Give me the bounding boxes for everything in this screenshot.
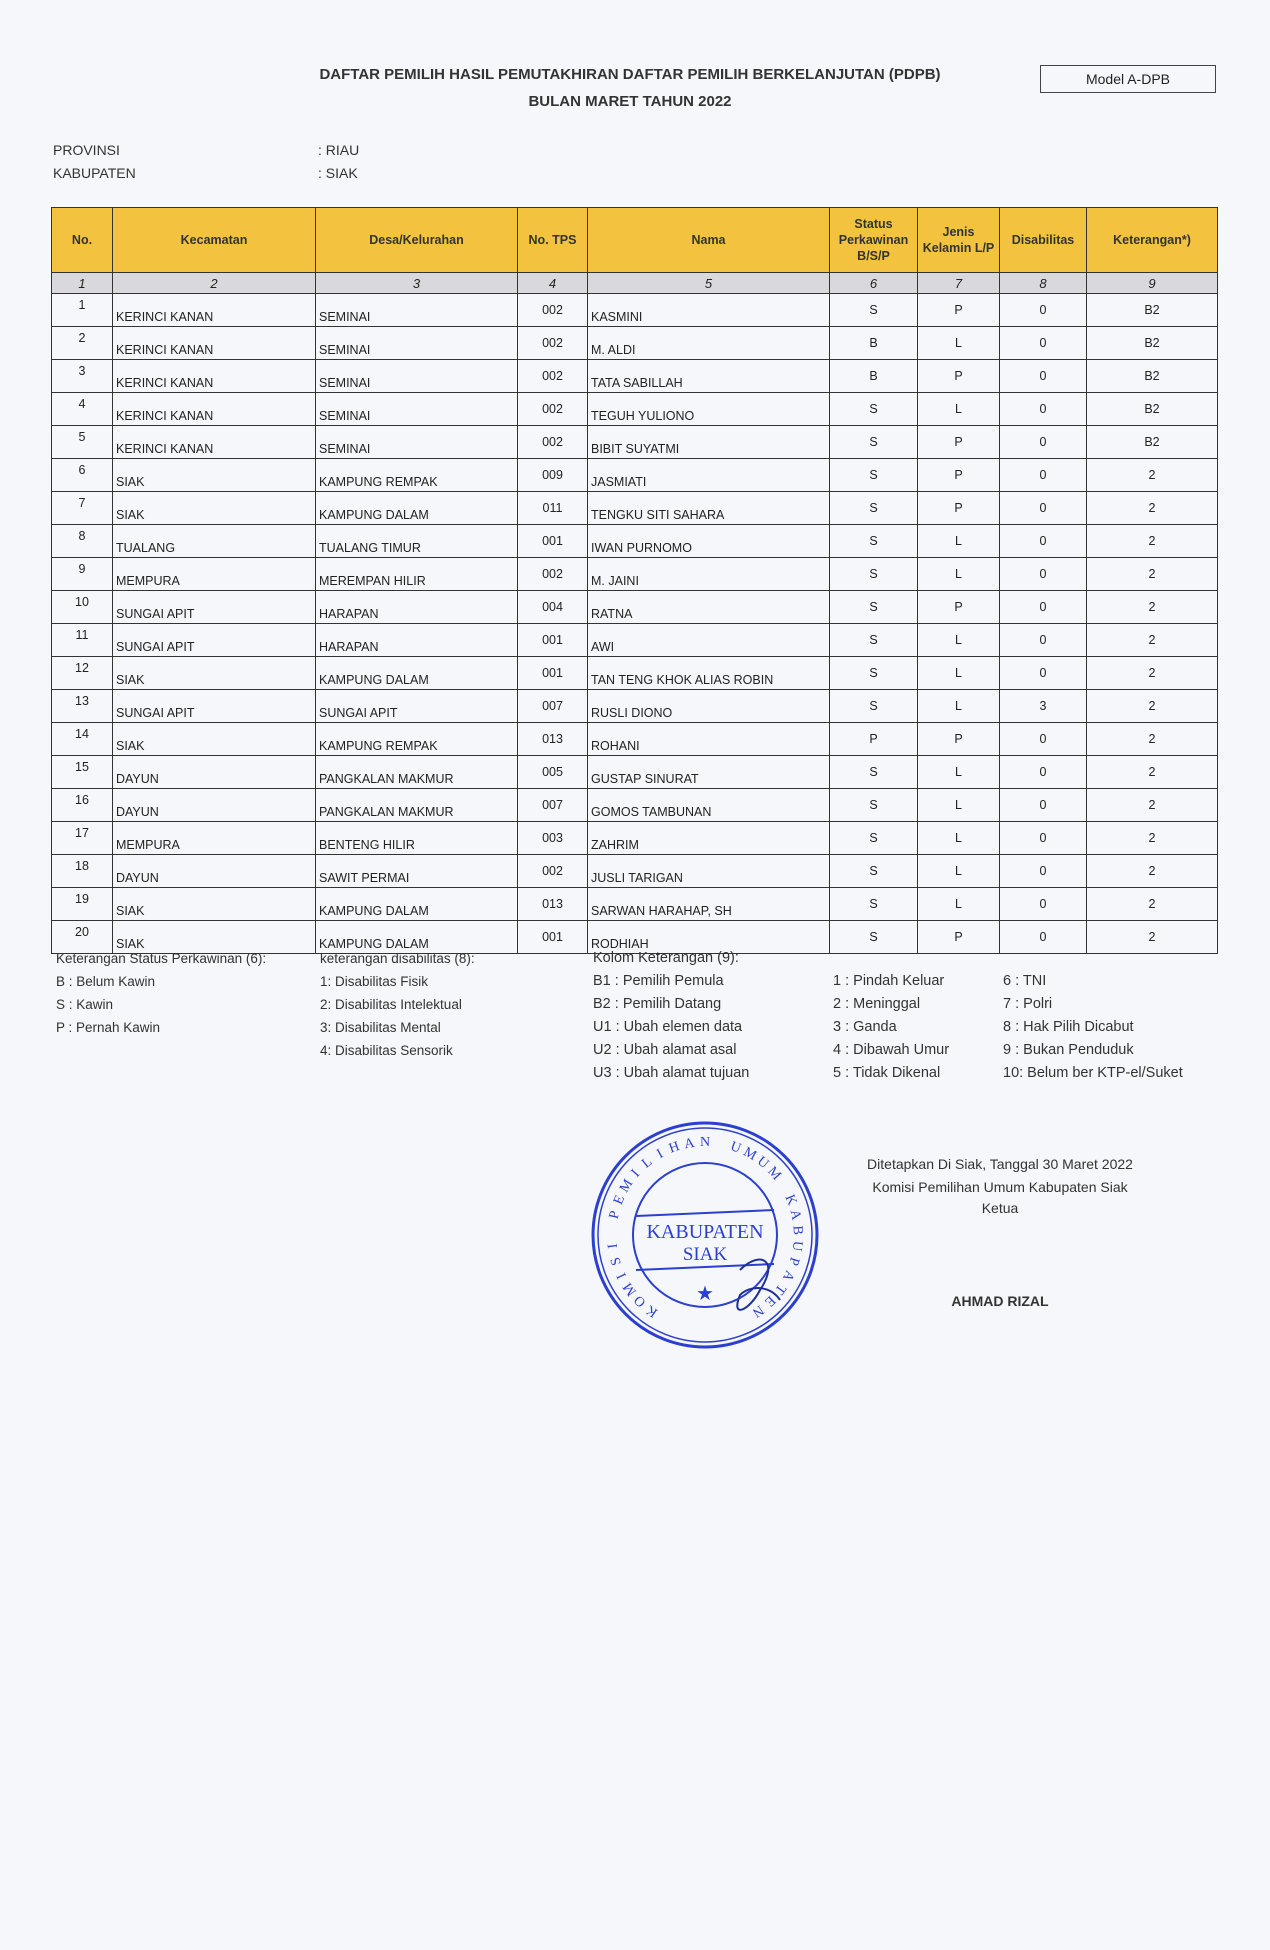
cell-status-perkawinan: B <box>830 360 918 393</box>
legend-keterangan-numbers-1 <box>833 970 949 1085</box>
cell-status-perkawinan: S <box>830 492 918 525</box>
column-header: No. <box>52 208 113 273</box>
cell-jenis-kelamin: P <box>918 294 1000 327</box>
cell-disabilitas: 0 <box>1000 360 1087 393</box>
cell-kecamatan: MEMPURA <box>113 822 316 855</box>
table-row <box>52 426 1218 459</box>
column-index: 4 <box>518 273 588 294</box>
cell-desa-kelurahan: PANGKALAN MAKMUR <box>316 756 518 789</box>
cell-no-tps: 002 <box>518 393 588 426</box>
table-row <box>52 525 1218 558</box>
stamp-ring-letter: K <box>643 1301 661 1320</box>
column-header: Disabilitas <box>1000 208 1087 273</box>
cell-disabilitas: 0 <box>1000 492 1087 525</box>
cell-nama: AWI <box>588 624 830 657</box>
cell-kecamatan: DAYUN <box>113 756 316 789</box>
cell-row-number: 5 <box>52 426 113 459</box>
legend-item: Kolom Keterangan (9): <box>593 950 739 966</box>
cell-desa-kelurahan: KAMPUNG REMPAK <box>316 459 518 492</box>
cell-kecamatan: KERINCI KANAN <box>113 294 316 327</box>
cell-desa-kelurahan: MEREMPAN HILIR <box>316 558 518 591</box>
cell-jenis-kelamin: L <box>918 393 1000 426</box>
cell-desa-kelurahan: KAMPUNG REMPAK <box>316 723 518 756</box>
cell-disabilitas: 0 <box>1000 294 1087 327</box>
column-header: Keterangan*) <box>1087 208 1218 273</box>
cell-keterangan: 2 <box>1087 690 1218 723</box>
cell-disabilitas: 0 <box>1000 624 1087 657</box>
cell-keterangan: 2 <box>1087 888 1218 921</box>
cell-disabilitas: 0 <box>1000 822 1087 855</box>
cell-keterangan: 2 <box>1087 789 1218 822</box>
stamp-ring-letter: A <box>786 1208 804 1222</box>
cell-desa-kelurahan: TUALANG TIMUR <box>316 525 518 558</box>
cell-nama: TAN TENG KHOK ALIAS ROBIN <box>588 657 830 690</box>
cell-disabilitas: 0 <box>1000 756 1087 789</box>
cell-nama: JUSLI TARIGAN <box>588 855 830 888</box>
provinsi-label: PROVINSI <box>53 142 120 158</box>
legend-keterangan-numbers-2 <box>1003 970 1183 1085</box>
cell-status-perkawinan: S <box>830 789 918 822</box>
cell-keterangan: 2 <box>1087 921 1218 954</box>
cell-status-perkawinan: S <box>830 690 918 723</box>
cell-jenis-kelamin: L <box>918 855 1000 888</box>
legend-item: 3 : Ganda <box>833 1019 897 1035</box>
cell-jenis-kelamin: P <box>918 921 1000 954</box>
cell-row-number: 19 <box>52 888 113 921</box>
cell-jenis-kelamin: L <box>918 756 1000 789</box>
signature-position: Ketua <box>981 1200 1019 1216</box>
cell-row-number: 20 <box>52 921 113 954</box>
legend-item: P : Pernah Kawin <box>56 1020 161 1035</box>
cell-keterangan: 2 <box>1087 591 1218 624</box>
cell-row-number: 13 <box>52 690 113 723</box>
cell-keterangan: 2 <box>1087 558 1218 591</box>
cell-kecamatan: SIAK <box>113 657 316 690</box>
legend-item: U2 : Ubah alamat asal <box>593 1042 737 1058</box>
cell-row-number: 8 <box>52 525 113 558</box>
table-row <box>52 789 1218 822</box>
cell-disabilitas: 0 <box>1000 591 1087 624</box>
cell-no-tps: 007 <box>518 789 588 822</box>
cell-nama: RATNA <box>588 591 830 624</box>
stamp-ring-letter: E <box>761 1292 779 1310</box>
cell-desa-kelurahan: KAMPUNG DALAM <box>316 657 518 690</box>
legend-item: 1: Disabilitas Fisik <box>320 974 429 989</box>
legend-item: Keterangan Status Perkawinan (6): <box>56 951 267 966</box>
legend-item: 9 : Bukan Penduduk <box>1003 1042 1134 1058</box>
cell-row-number: 18 <box>52 855 113 888</box>
cell-row-number: 11 <box>52 624 113 657</box>
stamp-ring-letter: N <box>699 1135 711 1151</box>
stamp-ring-letter: E <box>611 1193 629 1207</box>
cell-nama: M. JAINI <box>588 558 830 591</box>
cell-no-tps: 005 <box>518 756 588 789</box>
cell-keterangan: 2 <box>1087 624 1218 657</box>
cell-status-perkawinan: S <box>830 558 918 591</box>
column-header: Jenis Kelamin L/P <box>918 208 1000 273</box>
cell-row-number: 14 <box>52 723 113 756</box>
cell-desa-kelurahan: SEMINAI <box>316 327 518 360</box>
table-row <box>52 294 1218 327</box>
cell-jenis-kelamin: P <box>918 360 1000 393</box>
cell-desa-kelurahan: SUNGAI APIT <box>316 690 518 723</box>
cell-keterangan: 2 <box>1087 756 1218 789</box>
cell-status-perkawinan: S <box>830 426 918 459</box>
cell-row-number: 17 <box>52 822 113 855</box>
cell-row-number: 9 <box>52 558 113 591</box>
signature-name: AHMAD RIZAL <box>951 1293 1049 1309</box>
cell-row-number: 7 <box>52 492 113 525</box>
stamp-ring-letter: A <box>778 1267 797 1284</box>
cell-keterangan: 2 <box>1087 492 1218 525</box>
stamp-ring-letter: U <box>788 1240 805 1252</box>
cell-jenis-kelamin: L <box>918 888 1000 921</box>
cell-no-tps: 011 <box>518 492 588 525</box>
table-row <box>52 888 1218 921</box>
cell-no-tps: 001 <box>518 921 588 954</box>
stamp-ring-letter: H <box>667 1139 682 1157</box>
cell-row-number: 15 <box>52 756 113 789</box>
stamp-ring-letter: I <box>654 1146 666 1163</box>
column-index: 7 <box>918 273 1000 294</box>
cell-jenis-kelamin: L <box>918 525 1000 558</box>
cell-no-tps: 002 <box>518 360 588 393</box>
cell-nama: TENGKU SITI SAHARA <box>588 492 830 525</box>
stamp-ring-letter: I <box>614 1270 630 1282</box>
cell-row-number: 12 <box>52 657 113 690</box>
cell-no-tps: 002 <box>518 855 588 888</box>
table-row <box>52 459 1218 492</box>
cell-status-perkawinan: S <box>830 525 918 558</box>
table-row <box>52 591 1218 624</box>
cell-nama: ROHANI <box>588 723 830 756</box>
cell-desa-kelurahan: SEMINAI <box>316 360 518 393</box>
cell-status-perkawinan: S <box>830 921 918 954</box>
cell-jenis-kelamin: L <box>918 327 1000 360</box>
table-row <box>52 327 1218 360</box>
cell-desa-kelurahan: SEMINAI <box>316 426 518 459</box>
cell-disabilitas: 0 <box>1000 525 1087 558</box>
cell-disabilitas: 0 <box>1000 327 1087 360</box>
cell-no-tps: 004 <box>518 591 588 624</box>
voter-table <box>51 207 1218 954</box>
legend-item: B2 : Pemilih Datang <box>593 996 722 1012</box>
cell-kecamatan: DAYUN <box>113 855 316 888</box>
cell-jenis-kelamin: P <box>918 723 1000 756</box>
cell-desa-kelurahan: KAMPUNG DALAM <box>316 888 518 921</box>
stamp-center-line-2: SIAK <box>682 1244 728 1265</box>
table-row <box>52 690 1218 723</box>
cell-desa-kelurahan: BENTENG HILIR <box>316 822 518 855</box>
cell-nama: TEGUH YULIONO <box>588 393 830 426</box>
legend-item: U3 : Ubah alamat tujuan <box>593 1065 750 1081</box>
cell-no-tps: 002 <box>518 558 588 591</box>
cell-status-perkawinan: S <box>830 624 918 657</box>
cell-jenis-kelamin: L <box>918 624 1000 657</box>
kabupaten-value: : SIAK <box>318 165 358 181</box>
stamp-ring-letter: B <box>789 1225 805 1236</box>
column-header: No. TPS <box>518 208 588 273</box>
legend-item: U1 : Ubah elemen data <box>593 1019 743 1035</box>
cell-disabilitas: 0 <box>1000 789 1087 822</box>
stamp-ring-letter: P <box>785 1255 802 1268</box>
column-header: Kecamatan <box>113 208 316 273</box>
cell-keterangan: B2 <box>1087 360 1218 393</box>
cell-nama: GOMOS TAMBUNAN <box>588 789 830 822</box>
cell-keterangan: 2 <box>1087 459 1218 492</box>
cell-keterangan: B2 <box>1087 426 1218 459</box>
cell-desa-kelurahan: SEMINAI <box>316 393 518 426</box>
stamp-ring-letter: U <box>728 1139 743 1157</box>
stamp-ring-letter: I <box>605 1242 622 1250</box>
cell-disabilitas: 0 <box>1000 723 1087 756</box>
signature-institution: Komisi Pemilihan Umum Kabupaten Siak <box>872 1179 1128 1195</box>
legend-item: 3: Disabilitas Mental <box>320 1020 441 1035</box>
cell-disabilitas: 0 <box>1000 459 1087 492</box>
cell-keterangan: 2 <box>1087 525 1218 558</box>
signature-place-date: Ditetapkan Di Siak, Tanggal 30 Maret 2022 <box>867 1156 1133 1172</box>
cell-nama: TATA SABILLAH <box>588 360 830 393</box>
cell-desa-kelurahan: KAMPUNG DALAM <box>316 492 518 525</box>
stamp-ring-letter: T <box>771 1281 789 1297</box>
cell-kecamatan: SIAK <box>113 723 316 756</box>
cell-jenis-kelamin: P <box>918 426 1000 459</box>
cell-kecamatan: TUALANG <box>113 525 316 558</box>
cell-disabilitas: 3 <box>1000 690 1087 723</box>
star-icon: ★ <box>696 1283 714 1305</box>
cell-no-tps: 003 <box>518 822 588 855</box>
column-header: Nama <box>588 208 830 273</box>
cell-kecamatan: DAYUN <box>113 789 316 822</box>
cell-kecamatan: SIAK <box>113 921 316 954</box>
cell-desa-kelurahan: PANGKALAN MAKMUR <box>316 789 518 822</box>
legend-item: 5 : Tidak Dikenal <box>833 1065 941 1081</box>
legend-keterangan-codes <box>593 947 749 1085</box>
cell-keterangan: B2 <box>1087 327 1218 360</box>
cell-kecamatan: KERINCI KANAN <box>113 327 316 360</box>
legend-item: S : Kawin <box>56 997 114 1012</box>
table-row <box>52 756 1218 789</box>
legend-item: 2: Disabilitas Intelektual <box>320 997 462 1012</box>
stamp-ring-letter: P <box>606 1209 624 1221</box>
cell-status-perkawinan: P <box>830 723 918 756</box>
legend-status-perkawinan <box>56 947 266 1039</box>
legend-item: 8 : Hak Pilih Dicabut <box>1003 1019 1134 1035</box>
column-index: 9 <box>1087 273 1218 294</box>
cell-keterangan: B2 <box>1087 294 1218 327</box>
cell-nama: BIBIT SUYATMI <box>588 426 830 459</box>
cell-status-perkawinan: S <box>830 294 918 327</box>
cell-jenis-kelamin: P <box>918 459 1000 492</box>
column-index: 5 <box>588 273 830 294</box>
cell-nama: GUSTAP SINURAT <box>588 756 830 789</box>
cell-no-tps: 002 <box>518 426 588 459</box>
cell-row-number: 1 <box>52 294 113 327</box>
cell-nama: M. ALDI <box>588 327 830 360</box>
cell-kecamatan: SUNGAI APIT <box>113 591 316 624</box>
stamp-ring-letter: L <box>639 1154 656 1172</box>
stamp-ring-letter: M <box>740 1144 759 1164</box>
cell-jenis-kelamin: L <box>918 558 1000 591</box>
stamp-ring-letter: U <box>754 1153 772 1172</box>
table-row <box>52 492 1218 525</box>
cell-nama: SARWAN HARAHAP, SH <box>588 888 830 921</box>
cell-no-tps: 001 <box>518 624 588 657</box>
table-row <box>52 624 1218 657</box>
cell-kecamatan: SIAK <box>113 888 316 921</box>
column-index: 2 <box>113 273 316 294</box>
legend-item: 6 : TNI <box>1003 973 1047 989</box>
column-index: 1 <box>52 273 113 294</box>
stamp-ring-letter: K <box>781 1192 800 1208</box>
cell-row-number: 3 <box>52 360 113 393</box>
cell-kecamatan: SIAK <box>113 492 316 525</box>
cell-kecamatan: SUNGAI APIT <box>113 690 316 723</box>
cell-nama: JASMIATI <box>588 459 830 492</box>
cell-status-perkawinan: S <box>830 591 918 624</box>
stamp-ring-letter: M <box>617 1176 637 1196</box>
table-row <box>52 855 1218 888</box>
cell-jenis-kelamin: L <box>918 789 1000 822</box>
cell-kecamatan: SIAK <box>113 459 316 492</box>
legend-item: 10: Belum ber KTP-el/Suket <box>1003 1065 1183 1081</box>
stamp-ring-letter: O <box>631 1291 650 1310</box>
cell-desa-kelurahan: SAWIT PERMAI <box>316 855 518 888</box>
table-row <box>52 657 1218 690</box>
cell-nama: RODHIAH <box>588 921 830 954</box>
legend-item: 4 : Dibawah Umur <box>833 1042 950 1058</box>
legend-item: 1 : Pindah Keluar <box>833 973 945 989</box>
cell-disabilitas: 0 <box>1000 921 1087 954</box>
column-index-row <box>52 273 1218 294</box>
column-header: Desa/Kelurahan <box>316 208 518 273</box>
cell-no-tps: 009 <box>518 459 588 492</box>
table-row <box>52 360 1218 393</box>
stamp-ring-letter: M <box>620 1279 640 1299</box>
document-subtitle: BULAN MARET TAHUN 2022 <box>528 93 732 110</box>
cell-disabilitas: 0 <box>1000 393 1087 426</box>
stamp-ring-letter: N <box>749 1301 767 1320</box>
cell-no-tps: 007 <box>518 690 588 723</box>
column-index: 8 <box>1000 273 1087 294</box>
document-title: DAFTAR PEMILIH HASIL PEMUTAKHIRAN DAFTAR PEMILIH BERKELANJUTAN (PDPB) <box>319 66 941 83</box>
table-row <box>52 822 1218 855</box>
cell-no-tps: 001 <box>518 525 588 558</box>
cell-no-tps: 013 <box>518 723 588 756</box>
cell-status-perkawinan: S <box>830 756 918 789</box>
cell-no-tps: 001 <box>518 657 588 690</box>
table-row <box>52 723 1218 756</box>
cell-kecamatan: KERINCI KANAN <box>113 360 316 393</box>
cell-status-perkawinan: S <box>830 657 918 690</box>
cell-status-perkawinan: S <box>830 855 918 888</box>
legend-item: keterangan disabilitas (8): <box>320 951 475 966</box>
cell-kecamatan: MEMPURA <box>113 558 316 591</box>
cell-jenis-kelamin: L <box>918 822 1000 855</box>
cell-jenis-kelamin: P <box>918 591 1000 624</box>
cell-keterangan: 2 <box>1087 723 1218 756</box>
cell-disabilitas: 0 <box>1000 657 1087 690</box>
cell-keterangan: B2 <box>1087 393 1218 426</box>
cell-row-number: 4 <box>52 393 113 426</box>
column-index: 6 <box>830 273 918 294</box>
legend-item: B : Belum Kawin <box>56 974 156 989</box>
model-label: Model A-DPB <box>1040 65 1216 93</box>
cell-disabilitas: 0 <box>1000 855 1087 888</box>
cell-status-perkawinan: S <box>830 393 918 426</box>
legend-item: 4: Disabilitas Sensorik <box>320 1043 453 1058</box>
cell-jenis-kelamin: L <box>918 657 1000 690</box>
column-index: 3 <box>316 273 518 294</box>
cell-kecamatan: KERINCI KANAN <box>113 393 316 426</box>
stamp-ring-letter: M <box>764 1164 784 1184</box>
cell-desa-kelurahan: SEMINAI <box>316 294 518 327</box>
table-row <box>52 393 1218 426</box>
cell-row-number: 2 <box>52 327 113 360</box>
cell-jenis-kelamin: P <box>918 492 1000 525</box>
cell-status-perkawinan: S <box>830 888 918 921</box>
cell-desa-kelurahan: HARAPAN <box>316 624 518 657</box>
cell-status-perkawinan: S <box>830 822 918 855</box>
kabupaten-label: KABUPATEN <box>53 165 136 181</box>
cell-row-number: 10 <box>52 591 113 624</box>
cell-keterangan: 2 <box>1087 855 1218 888</box>
cell-disabilitas: 0 <box>1000 888 1087 921</box>
cell-row-number: 6 <box>52 459 113 492</box>
cell-jenis-kelamin: L <box>918 690 1000 723</box>
cell-kecamatan: KERINCI KANAN <box>113 426 316 459</box>
cell-disabilitas: 0 <box>1000 558 1087 591</box>
cell-nama: IWAN PURNOMO <box>588 525 830 558</box>
legend-item: B1 : Pemilih Pemula <box>593 973 724 989</box>
cell-status-perkawinan: B <box>830 327 918 360</box>
legend-item: 2 : Meninggal <box>833 996 921 1012</box>
cell-desa-kelurahan: HARAPAN <box>316 591 518 624</box>
cell-no-tps: 013 <box>518 888 588 921</box>
stamp-center-line-1: KABUPATEN <box>646 1221 764 1243</box>
cell-desa-kelurahan: KAMPUNG DALAM <box>316 921 518 954</box>
stamp-ring-letter: S <box>608 1255 625 1268</box>
cell-status-perkawinan: S <box>830 459 918 492</box>
table-row <box>52 558 1218 591</box>
column-header: Status Perkawinan B/S/P <box>830 208 918 273</box>
stamp-ring-letter: A <box>683 1135 696 1153</box>
cell-no-tps: 002 <box>518 327 588 360</box>
cell-no-tps: 002 <box>518 294 588 327</box>
cell-row-number: 16 <box>52 789 113 822</box>
legend-item: 7 : Polri <box>1003 996 1053 1012</box>
cell-nama: ZAHRIM <box>588 822 830 855</box>
official-stamp <box>590 1120 820 1350</box>
cell-nama: KASMINI <box>588 294 830 327</box>
cell-nama: RUSLI DIONO <box>588 690 830 723</box>
cell-keterangan: 2 <box>1087 657 1218 690</box>
stamp-ring-letter: I <box>628 1166 644 1181</box>
cell-disabilitas: 0 <box>1000 426 1087 459</box>
legend-disabilitas <box>320 947 475 1062</box>
provinsi-value: : RIAU <box>318 142 360 158</box>
cell-keterangan: 2 <box>1087 822 1218 855</box>
cell-kecamatan: SUNGAI APIT <box>113 624 316 657</box>
